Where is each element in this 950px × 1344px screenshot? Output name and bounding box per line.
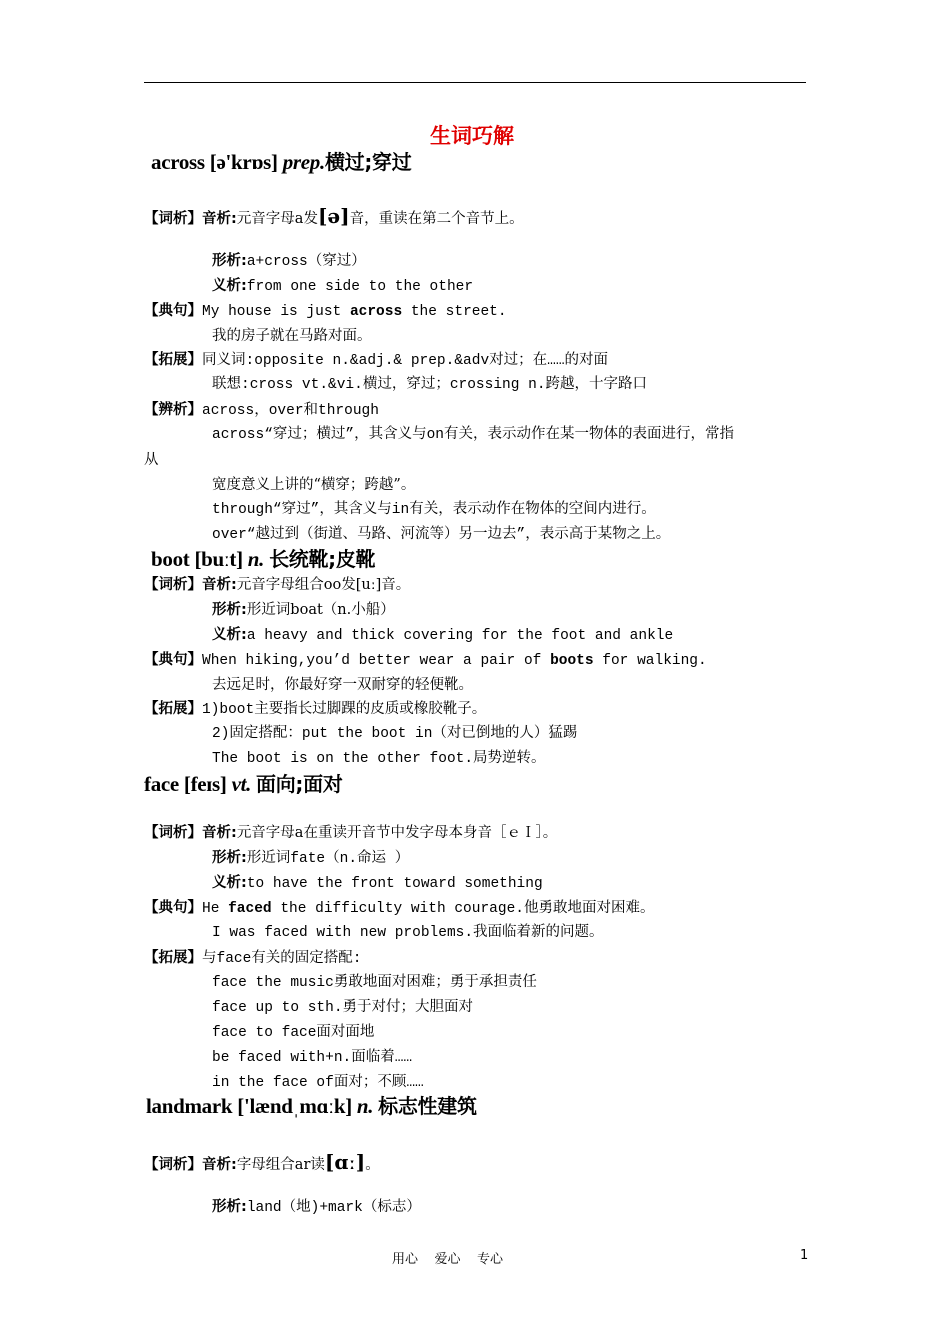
line-text: 同义词:opposite n.&adj.& prep.&adv对过；在……的对面: [202, 353, 609, 369]
entry-line: [144, 898, 654, 919]
entry-line: [144, 400, 379, 421]
chinese-meaning: 长统靴;皮靴: [269, 547, 376, 571]
phonetic: [buːt]: [194, 547, 243, 571]
headword-landmark: [146, 1092, 477, 1120]
example-text: the street.: [402, 304, 507, 320]
line-label: 音析:: [202, 825, 237, 841]
entry-line: [212, 848, 409, 869]
part-of-speech: prep.: [282, 150, 325, 174]
line-label: 义析:: [212, 875, 247, 891]
example-keyword: boots: [550, 653, 594, 669]
headword: face: [144, 772, 179, 796]
entry-line: I was faced with new problems.我面临着新的问题。: [212, 925, 604, 941]
headword: boot: [151, 547, 190, 571]
entry-line: be faced with+n.面临着……: [212, 1050, 413, 1066]
entry-line: [212, 1197, 421, 1218]
line-label: 义析:: [212, 627, 247, 643]
chinese-meaning: 面向;面对: [256, 772, 343, 796]
phonetic-symbol: [ə]: [317, 204, 350, 228]
footer-text: 用心 爱心 专心: [392, 1252, 504, 1267]
line-text: across，over和through: [202, 403, 379, 419]
part-of-speech: vt.: [231, 772, 252, 796]
line-label: 音析:: [202, 1157, 237, 1173]
part-of-speech: n.: [247, 547, 265, 571]
line-label: 形析:: [212, 850, 247, 866]
phonetic: [feɪs]: [183, 772, 227, 796]
headword-boot: [151, 545, 375, 573]
part-of-speech: n.: [356, 1094, 374, 1118]
entry-line: across“穿过；横过”，其含义与on有关，表示动作在某一物体的表面进行，常指: [212, 427, 735, 443]
phonetic: [ə'krɒs]: [209, 150, 278, 174]
section-tag: 【词析】: [144, 1157, 202, 1173]
entry-line: face to face面对面地: [212, 1025, 375, 1041]
section-tag: 【典句】: [144, 652, 202, 668]
entry-line: [144, 650, 707, 671]
entry-line: [144, 206, 524, 229]
line-text: 。: [365, 1157, 380, 1173]
line-label: 音析:: [202, 211, 237, 227]
line-label: 形析:: [212, 602, 247, 618]
section-tag: 【词析】: [144, 211, 202, 227]
section-tag: 【拓展】: [144, 701, 202, 717]
entry-line: 联想:cross vt.&vi.横过，穿过；crossing n.跨越，十字路口: [212, 377, 648, 393]
section-tag: 【典句】: [144, 303, 202, 319]
header-rule: [144, 82, 806, 83]
page-number: 1: [800, 1248, 809, 1263]
headword: landmark: [146, 1094, 233, 1118]
entry-line: through“穿过”，其含义与in有关，表示动作在物体的空间内进行。: [212, 502, 656, 518]
section-tag: 【拓展】: [144, 352, 202, 368]
section-tag: 【辨析】: [144, 402, 202, 418]
section-tag: 【典句】: [144, 900, 202, 916]
line-label: 形析:: [212, 253, 247, 269]
entry-line: over“越过到（街道、马路、河流等）另一边去”，表示高于某物之上。: [212, 527, 671, 543]
example-text: for walking.: [593, 653, 707, 669]
chinese-meaning: 标志性建筑: [378, 1094, 477, 1118]
line-text: 元音字母a在重读开音节中发字母本身音［ｅＩ］。: [236, 825, 558, 841]
entry-line: [212, 276, 473, 297]
example-keyword: faced: [228, 901, 272, 917]
line-text: 元音字母a发: [236, 211, 318, 227]
line-text: a+cross（穿过）: [246, 254, 366, 270]
page-title: 生词巧解: [430, 124, 514, 148]
entry-line: [144, 301, 507, 322]
entry-line: [212, 873, 543, 894]
entry-line: [212, 251, 366, 272]
entry-line: [212, 600, 395, 620]
example-text: When hiking,you’d better wear a pair of: [202, 653, 551, 669]
entry-line: [144, 699, 486, 720]
example-text: He: [202, 901, 229, 917]
example-text: My house is just: [202, 304, 350, 320]
entry-line: 我的房子就在马路对面。: [212, 328, 372, 344]
entry-line: 宽度意义上讲的“横穿；跨越”。: [212, 477, 416, 493]
line-text: a heavy and thick covering for the foot and ankle: [246, 628, 674, 644]
line-text: land（地)+mark（标志）: [246, 1200, 421, 1216]
entry-line: face the music勇敢地面对困难；勇于承担责任: [212, 975, 537, 991]
chinese-meaning: 横过;穿过: [324, 150, 412, 174]
entry-line: 从: [144, 452, 159, 468]
section-tag: 【词析】: [144, 825, 202, 841]
line-text: 音，重读在第二个音节上。: [349, 211, 524, 227]
phonetic-symbol: [ɑː]: [324, 1150, 366, 1174]
entry-line: 2)固定搭配：put the boot in（对已倒地的人）猛踢: [212, 726, 578, 742]
line-text: 形近词fate（n.命运 ）: [246, 851, 410, 867]
entry-line: [144, 1152, 380, 1175]
entry-line: The boot is on the other foot.局势逆转。: [212, 751, 546, 767]
headword-face: [144, 770, 343, 798]
headword: across: [151, 150, 205, 174]
example-text: the difficulty with courage.他勇敢地面对困难。: [271, 901, 655, 917]
line-label: 音析:: [202, 577, 237, 593]
line-text: from one side to the other: [246, 279, 474, 295]
phonetic: ['lændˌmɑːk]: [237, 1094, 352, 1118]
line-text: 与face有关的固定搭配:: [202, 951, 362, 967]
entry-line: in the face of面对；不顾……: [212, 1075, 424, 1091]
section-tag: 【词析】: [144, 577, 202, 593]
entry-line: [144, 823, 557, 843]
section-tag: 【拓展】: [144, 950, 202, 966]
entry-line: face up to sth.勇于对付；大胆面对: [212, 1000, 474, 1016]
line-text: 元音字母组合oo发[uː]音。: [236, 577, 411, 593]
line-text: 形近词boat（n.小船）: [246, 602, 395, 618]
line-label: 义析:: [212, 278, 247, 294]
entry-line: [144, 575, 410, 595]
entry-line: [212, 625, 673, 646]
entry-line: [144, 948, 362, 969]
entry-line: 去远足时，你最好穿一双耐穿的轻便靴。: [212, 677, 473, 693]
headword-across: [151, 148, 411, 176]
line-text: to have the front toward something: [246, 876, 543, 892]
example-keyword: across: [349, 304, 403, 320]
line-label: 形析:: [212, 1199, 247, 1215]
entry-line: [144, 350, 608, 371]
line-text: 1)boot主要指长过脚踝的皮质或橡胶靴子。: [202, 702, 487, 718]
line-text: 字母组合ar读: [236, 1157, 325, 1173]
